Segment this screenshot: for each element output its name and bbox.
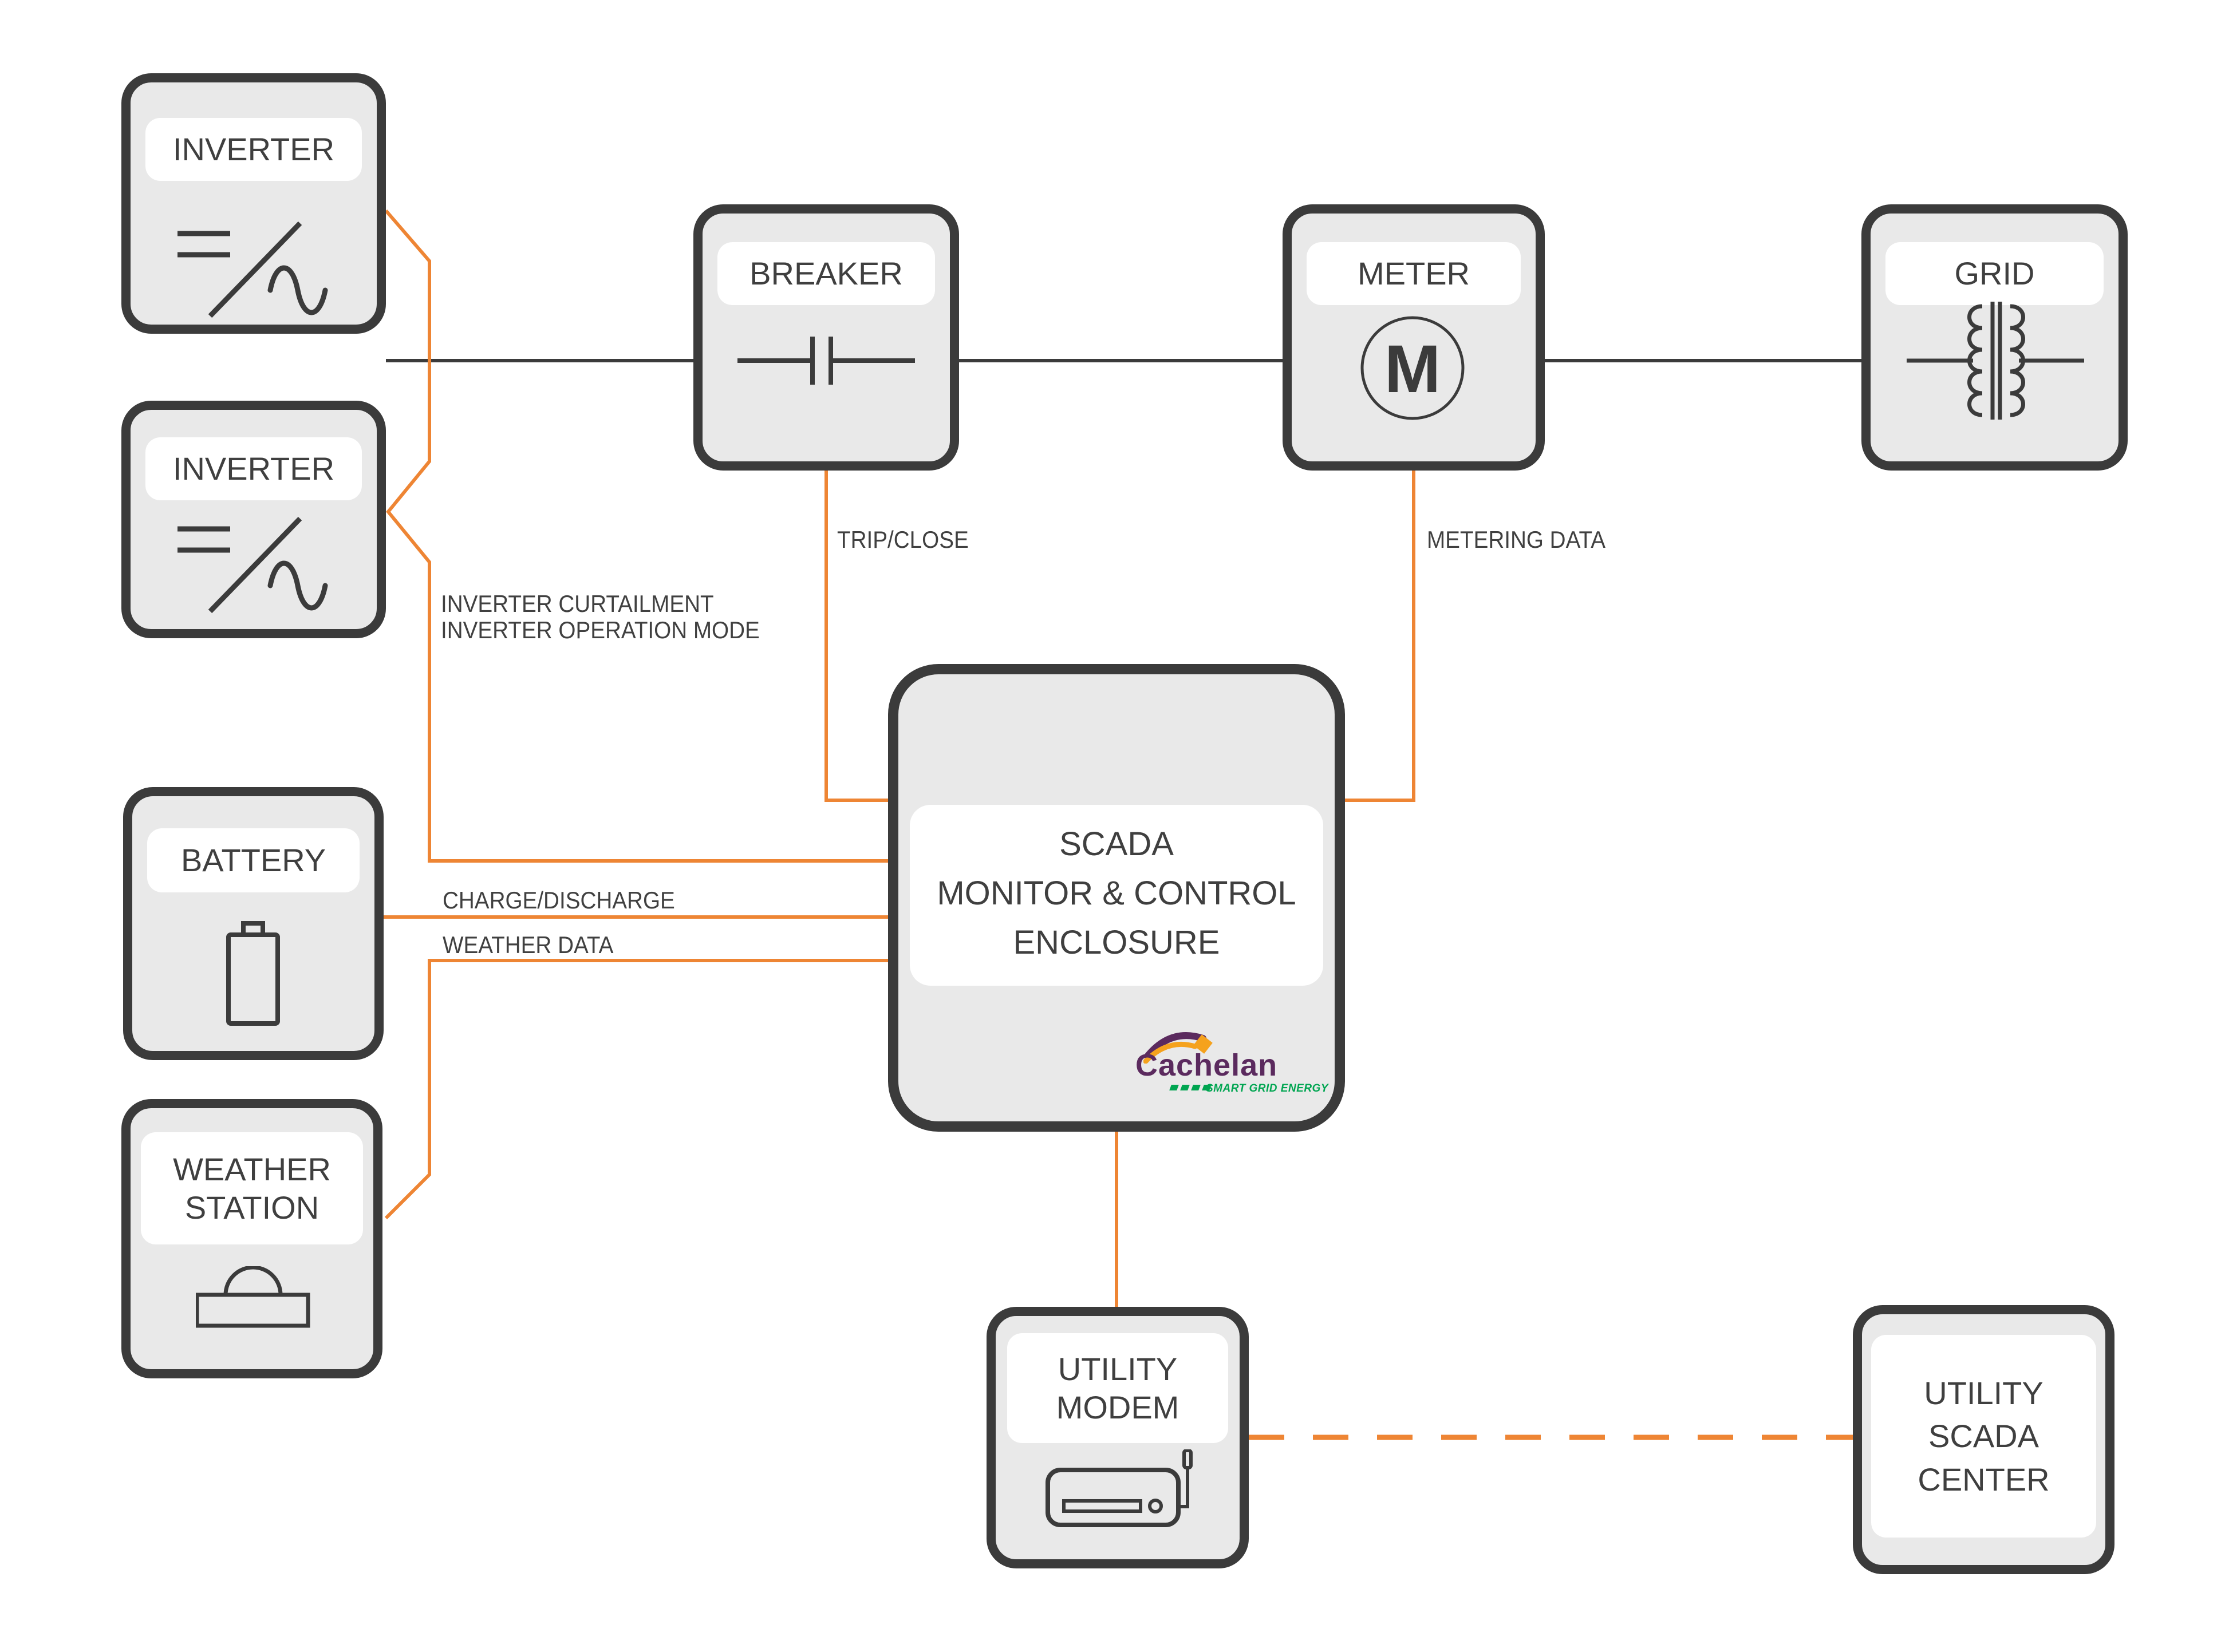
metering-data-line	[1345, 471, 1414, 800]
battery-node	[123, 787, 384, 1060]
metering-data-label: METERING DATA	[1427, 526, 1605, 553]
grid-node	[1861, 204, 2128, 471]
weather-station-label: WEATHER STATION	[141, 1132, 363, 1244]
battery-icon	[222, 918, 285, 1029]
grid-label: GRID	[1885, 242, 2104, 305]
scada-label-line1: SCADA	[1059, 825, 1174, 863]
weather-data-label: WEATHER DATA	[443, 931, 614, 958]
scada-enclosure-label	[910, 805, 1323, 986]
weather-sensor-icon	[196, 1266, 310, 1329]
grid-transformer-icon	[1907, 295, 2084, 426]
breaker-node	[693, 204, 959, 471]
battery-label: BATTERY	[147, 828, 360, 892]
cachelan-logo-tagline: SMART GRID ENERGY	[1206, 1082, 1329, 1094]
meter-symbol: M	[1384, 331, 1441, 407]
trip-close-label: TRIP/CLOSE	[837, 526, 969, 553]
modem-icon	[1043, 1449, 1198, 1530]
trip-close-line	[826, 471, 888, 800]
inverter-dc-ac-icon	[175, 516, 330, 616]
cachelan-logo	[1135, 1018, 1329, 1104]
utility-scada-center-node	[1853, 1305, 2114, 1574]
inverter-dc-ac-icon	[175, 221, 330, 321]
meter-label: METER	[1307, 242, 1521, 305]
meter-dial-icon	[1352, 308, 1473, 428]
inverter2-label: INVERTER	[145, 437, 362, 500]
charge-discharge-label: CHARGE/DISCHARGE	[443, 887, 675, 914]
breaker-label: BREAKER	[717, 242, 935, 305]
weather-station-node	[121, 1099, 382, 1378]
utility-modem-label: UTILITY MODEM	[1007, 1333, 1228, 1443]
inverter2-node	[121, 401, 386, 638]
cachelan-logo-name: Cachelan	[1135, 1048, 1278, 1082]
utility-scada-center-label: UTILITY SCADA CENTER	[1871, 1335, 2096, 1538]
inverter-curtailment-label	[441, 591, 760, 643]
inverter-curtailment-label-line2: INVERTER OPERATION MODE	[441, 616, 760, 643]
weather-data-line	[386, 961, 888, 1218]
scada-label-line3: ENCLOSURE	[1013, 924, 1220, 961]
utility-modem-node	[987, 1307, 1249, 1568]
inverter1-node	[121, 73, 386, 334]
cachelan-logo-dashes	[1170, 1085, 1210, 1090]
meter-node	[1283, 204, 1545, 471]
inverter-curtailment-label-line1: INVERTER CURTAILMENT	[441, 590, 714, 617]
inverter1-label: INVERTER	[145, 118, 362, 181]
breaker-contact-icon	[737, 333, 915, 388]
scada-label-line2: MONITOR & CONTROL	[937, 875, 1296, 912]
